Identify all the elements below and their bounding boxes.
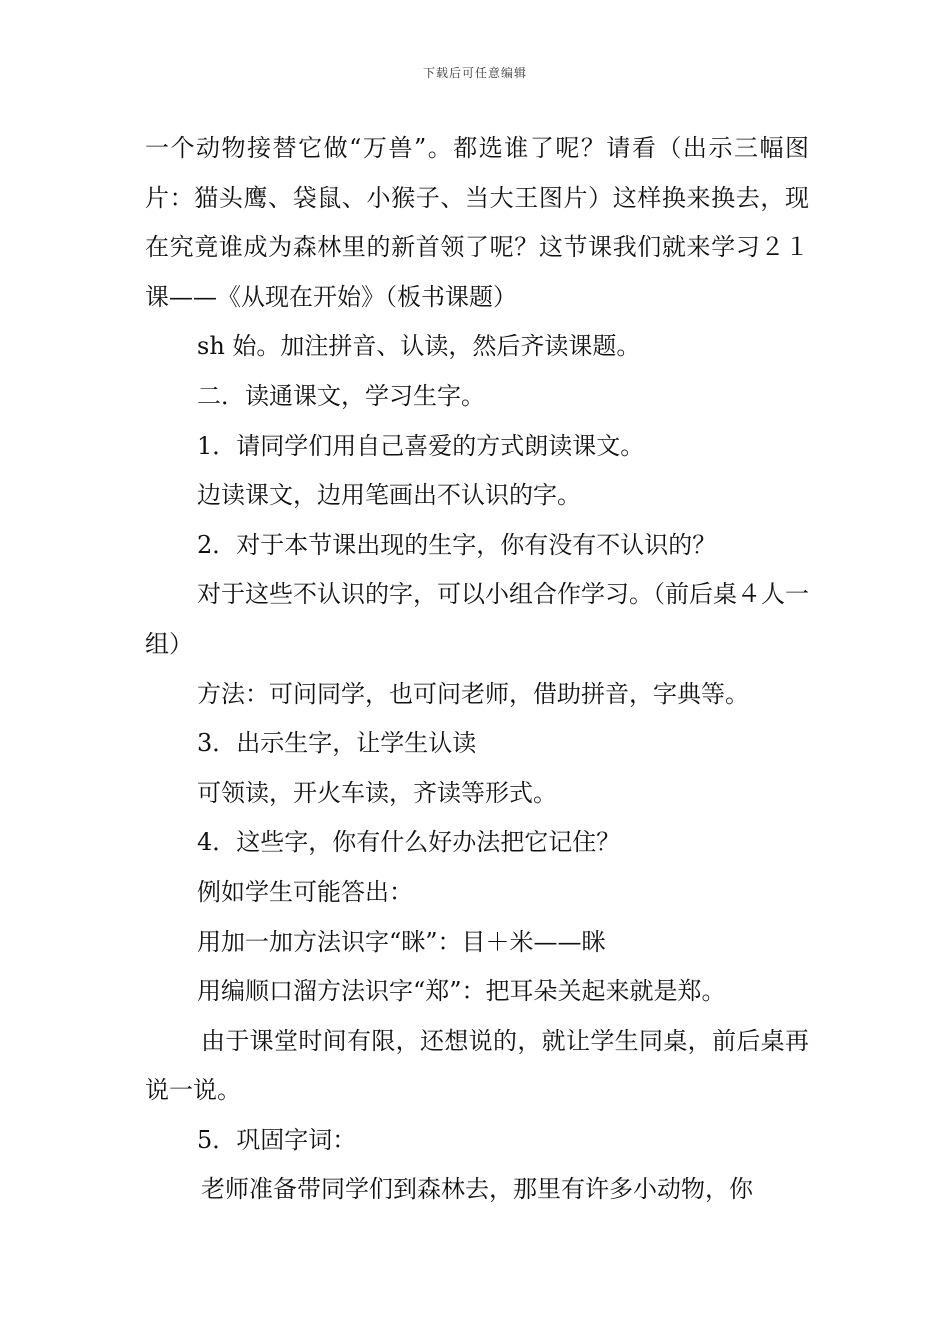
step-4-example-1: 用加一加方法识字“眯”：目＋米——眯	[197, 927, 606, 956]
step-4-example-intro: 例如学生可能答出：	[197, 877, 413, 906]
paragraph-pinyin: sh 始。加注拼音、认读，然后齐读课题。	[197, 332, 641, 361]
step-3-detail: 可领读，开火车读，齐读等形式。	[197, 778, 557, 807]
paragraph-intro: 一个动物接替它做“万兽”。都选谁了呢？请看（出示三幅图片：猫头鹰、袋鼠、小猴子、当大王图片）这样换来换去，现在究竟谁成为森林里的新首领了呢？这节课我们就来学习２１课——《从现在开始》（板书课题）	[145, 134, 809, 311]
page-header-note: 下载后可任意编辑	[422, 66, 527, 80]
step-4: 4．这些字，你有什么好办法把它记住？	[197, 828, 621, 857]
step-2-detail: 对于这些不认识的字，可以小组合作学习。（前后桌４人一组）	[145, 580, 809, 658]
step-2: 2．对于本节课出现的生字，你有没有不认识的？	[197, 530, 717, 559]
step-5-detail: 老师准备带同学们到森林去，那里有许多小动物，你	[201, 1175, 753, 1204]
step-4-conclusion: 由于课堂时间有限，还想说的，就让学生同桌，前后桌再说一说。	[145, 1026, 809, 1105]
step-5: 5．巩固字词：	[197, 1125, 357, 1154]
step-1-detail: 边读课文，边用笔画出不认识的字。	[197, 481, 581, 510]
step-1: 1．请同学们用自己喜爱的方式朗读课文。	[197, 431, 645, 460]
document-body	[145, 124, 809, 1215]
step-3: 3．出示生字，让学生认读	[197, 729, 477, 758]
step-2-method: 方法：可问同学，也可问老师，借助拼音，字典等。	[197, 679, 749, 708]
section-heading-2: 二．读通课文，学习生字。	[197, 381, 485, 410]
step-4-example-2: 用编顺口溜方法识字“郑”：把耳朵关起来就是郑。	[197, 977, 726, 1006]
